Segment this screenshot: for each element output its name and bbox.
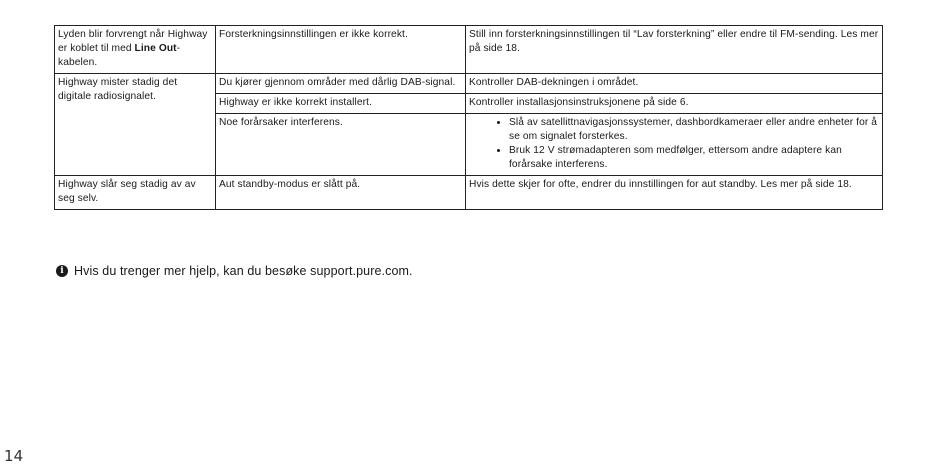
list-item: • Slå av satellittnavigasjonssystemer, dashbordkameraer eller andre enheter for å se om signalet forsterkes.	[509, 116, 879, 144]
table-row	[55, 74, 883, 94]
cause-cell	[216, 94, 466, 114]
solution-cell	[466, 74, 883, 94]
problem-text: Highway mister stadig det digitale radiosignalet.	[58, 77, 178, 102]
problem-text-suffix: -kabelen.	[58, 43, 181, 68]
problem-text: Lyden blir forvrengt når Highway er koblet til med	[58, 29, 208, 54]
cause-cell	[216, 26, 466, 74]
help-text: Hvis du trenger mer hjelp, kan du besøke support.pure.com.	[74, 264, 413, 278]
table-row	[55, 26, 883, 74]
problem-cell	[55, 176, 216, 210]
solution-cell	[466, 176, 883, 210]
problem-text: Highway slår seg stadig av av seg selv.	[58, 179, 196, 204]
solution-text: Kontroller installasjonsinstruksjonene på side 6.	[469, 97, 689, 108]
solution-cell	[466, 114, 883, 176]
solution-cell	[466, 94, 883, 114]
solution-text: Hvis dette skjer for ofte, endrer du innstillingen for aut standby. Les mer på side 18.	[469, 179, 852, 190]
cause-cell	[216, 114, 466, 176]
cause-text: Noe forårsaker interferens.	[219, 117, 343, 128]
solution-bullet-list	[469, 116, 879, 172]
help-note	[56, 263, 413, 279]
solution-text: Kontroller DAB-dekningen i området.	[469, 77, 639, 88]
info-icon: i	[56, 265, 68, 277]
solution-cell	[466, 26, 883, 74]
problem-cell	[55, 26, 216, 74]
cause-cell	[216, 176, 466, 210]
cause-cell	[216, 74, 466, 94]
page-number: 14	[4, 447, 24, 465]
problem-cell	[55, 74, 216, 176]
solution-text: Still inn forsterkningsinnstillingen til “Lav forsterkning” eller endre til FM-sending. Les mer på side 18.	[469, 29, 879, 54]
cause-text: Aut standby-modus er slått på.	[219, 179, 361, 190]
cause-text: Forsterkningsinnstillingen er ikke korrekt.	[219, 29, 408, 40]
table-row	[55, 176, 883, 210]
cause-text: Highway er ikke korrekt installert.	[219, 97, 372, 108]
troubleshooting-table	[54, 25, 883, 210]
line-out-label: Line Out	[134, 43, 177, 54]
cause-text: Du kjører gjennom områder med dårlig DAB-signal.	[219, 77, 456, 88]
list-item: • Bruk 12 V strømadapteren som medfølger, ettersom andre adaptere kan forårsake interferens.	[509, 144, 879, 172]
